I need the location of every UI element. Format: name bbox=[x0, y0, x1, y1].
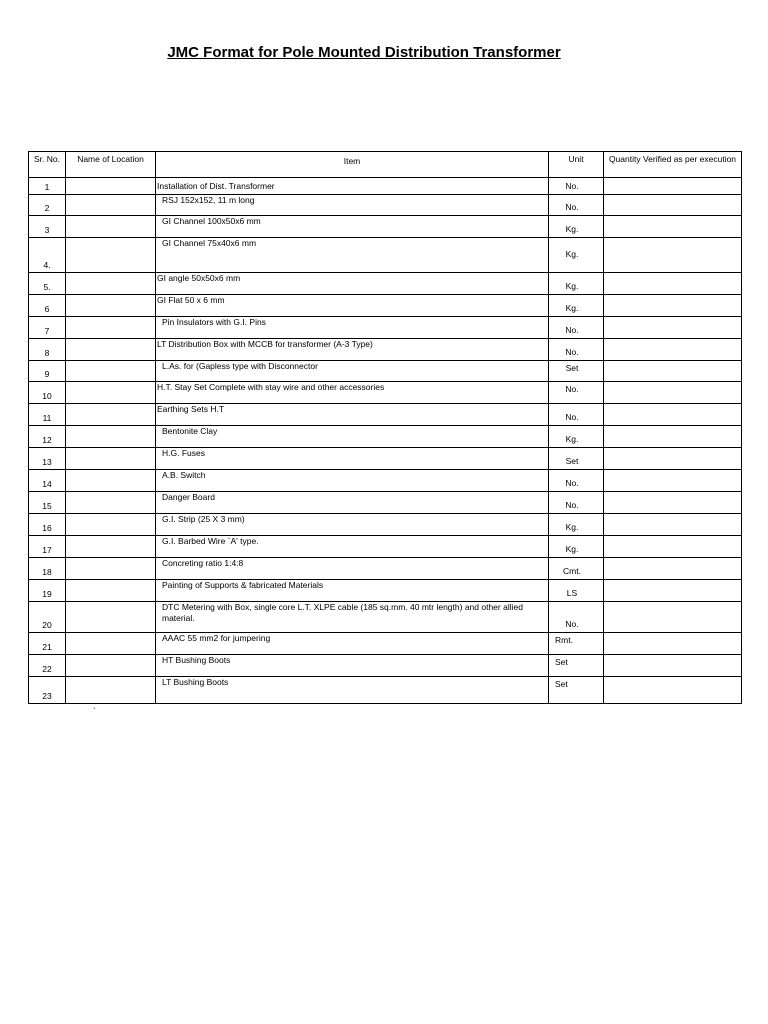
header-location: Name of Location bbox=[66, 152, 156, 178]
cell-quantity bbox=[604, 426, 742, 448]
table-row bbox=[29, 580, 742, 602]
cell-unit: Kg. bbox=[549, 238, 604, 273]
cell-location bbox=[66, 514, 156, 536]
cell-unit: Kg. bbox=[549, 216, 604, 238]
table-row bbox=[29, 536, 742, 558]
cell-location bbox=[66, 492, 156, 514]
cell-item: Bentonite Clay bbox=[156, 426, 549, 448]
table-row bbox=[29, 514, 742, 536]
cell-unit: Kg. bbox=[549, 426, 604, 448]
table-row bbox=[29, 317, 742, 339]
cell-item: Earthing Sets H.T bbox=[156, 404, 549, 426]
cell-location bbox=[66, 339, 156, 361]
cell-location bbox=[66, 470, 156, 492]
cell-sr-no: 13 bbox=[29, 448, 66, 470]
cell-location bbox=[66, 216, 156, 238]
cell-quantity bbox=[604, 536, 742, 558]
table-row bbox=[29, 216, 742, 238]
cell-location bbox=[66, 633, 156, 655]
cell-unit: Kg. bbox=[549, 295, 604, 317]
cell-location bbox=[66, 677, 156, 704]
cell-item: DTC Metering with Box, single core L.T. XLPE cable (185 sq.mm. 40 mtr length) and other allied material. bbox=[156, 602, 549, 633]
cell-location bbox=[66, 580, 156, 602]
jmc-table bbox=[28, 151, 742, 704]
table-row bbox=[29, 426, 742, 448]
cell-sr-no: 5. bbox=[29, 273, 66, 295]
cell-item: G.I. Strip (25 X 3 mm) bbox=[156, 514, 549, 536]
cell-quantity bbox=[604, 558, 742, 580]
cell-quantity bbox=[604, 238, 742, 273]
cell-quantity bbox=[604, 195, 742, 216]
cell-sr-no: 7 bbox=[29, 317, 66, 339]
cell-sr-no: 6 bbox=[29, 295, 66, 317]
cell-sr-no: 14 bbox=[29, 470, 66, 492]
cell-location bbox=[66, 195, 156, 216]
cell-unit: Kg. bbox=[549, 273, 604, 295]
cell-quantity bbox=[604, 404, 742, 426]
cell-unit: LS bbox=[549, 580, 604, 602]
cell-location bbox=[66, 361, 156, 382]
table-row bbox=[29, 195, 742, 216]
table-row bbox=[29, 178, 742, 195]
table-row bbox=[29, 602, 742, 633]
cell-location bbox=[66, 238, 156, 273]
cell-location bbox=[66, 382, 156, 404]
cell-quantity bbox=[604, 470, 742, 492]
cell-sr-no: 23 bbox=[29, 677, 66, 704]
cell-quantity bbox=[604, 448, 742, 470]
cell-item: LT Bushing Boots bbox=[156, 677, 549, 704]
cell-unit: No. bbox=[549, 492, 604, 514]
header-sr-no: Sr. No. bbox=[29, 152, 66, 178]
cell-location bbox=[66, 178, 156, 195]
table-row bbox=[29, 448, 742, 470]
cell-item: H.G. Fuses bbox=[156, 448, 549, 470]
table-row bbox=[29, 382, 742, 404]
cell-sr-no: 1 bbox=[29, 178, 66, 195]
cell-item: Painting of Supports & fabricated Materials bbox=[156, 580, 549, 602]
cell-sr-no: 16 bbox=[29, 514, 66, 536]
cell-sr-no: 4. bbox=[29, 238, 66, 273]
cell-sr-no: 22 bbox=[29, 655, 66, 677]
table-row bbox=[29, 238, 742, 273]
cell-location bbox=[66, 602, 156, 633]
cell-sr-no: 15 bbox=[29, 492, 66, 514]
cell-item: Danger Board bbox=[156, 492, 549, 514]
cell-unit: No. bbox=[549, 195, 604, 216]
cell-quantity bbox=[604, 580, 742, 602]
cell-unit: No. bbox=[549, 470, 604, 492]
cell-unit: Set bbox=[549, 655, 604, 677]
header-unit: Unit bbox=[549, 152, 604, 178]
cell-quantity bbox=[604, 633, 742, 655]
table-row bbox=[29, 677, 742, 704]
cell-unit: No. bbox=[549, 178, 604, 195]
table-row bbox=[29, 633, 742, 655]
cell-unit: Set bbox=[549, 361, 604, 382]
table-row bbox=[29, 655, 742, 677]
cell-quantity bbox=[604, 339, 742, 361]
cell-sr-no: 18 bbox=[29, 558, 66, 580]
cell-item: Installation of Dist. Transformer bbox=[156, 178, 549, 195]
cell-location bbox=[66, 655, 156, 677]
cell-unit: No. bbox=[549, 339, 604, 361]
cell-sr-no: 17 bbox=[29, 536, 66, 558]
cell-quantity bbox=[604, 492, 742, 514]
cell-sr-no: 2 bbox=[29, 195, 66, 216]
cell-unit: Rmt. bbox=[549, 633, 604, 655]
cell-item: A.B. Switch bbox=[156, 470, 549, 492]
cell-sr-no: 21 bbox=[29, 633, 66, 655]
cell-item: GI Channel 75x40x6 mm bbox=[156, 238, 549, 273]
table-row bbox=[29, 273, 742, 295]
cell-quantity bbox=[604, 216, 742, 238]
cell-quantity bbox=[604, 361, 742, 382]
cell-location bbox=[66, 426, 156, 448]
cell-unit: Set bbox=[549, 677, 604, 704]
table-row bbox=[29, 339, 742, 361]
cell-unit: No. bbox=[549, 404, 604, 426]
cell-location bbox=[66, 295, 156, 317]
cell-location bbox=[66, 558, 156, 580]
cell-location bbox=[66, 536, 156, 558]
cell-unit: No. bbox=[549, 317, 604, 339]
cell-quantity bbox=[604, 273, 742, 295]
header-quantity: Quantity Verified as per execution bbox=[604, 152, 742, 178]
cell-item: Concreting ratio 1:4:8 bbox=[156, 558, 549, 580]
header-item: Item bbox=[156, 152, 549, 178]
cell-item: GI Flat 50 x 6 mm bbox=[156, 295, 549, 317]
cell-sr-no: 9 bbox=[29, 361, 66, 382]
cell-quantity bbox=[604, 655, 742, 677]
cell-sr-no: 19 bbox=[29, 580, 66, 602]
cell-quantity bbox=[604, 178, 742, 195]
stray-mark: ` bbox=[93, 707, 96, 716]
cell-quantity bbox=[604, 602, 742, 633]
table-row bbox=[29, 558, 742, 580]
cell-sr-no: 3 bbox=[29, 216, 66, 238]
cell-unit: Cmt. bbox=[549, 558, 604, 580]
cell-quantity bbox=[604, 317, 742, 339]
cell-item: L.As. for (Gapless type with Disconnector bbox=[156, 361, 549, 382]
cell-unit: Set bbox=[549, 448, 604, 470]
header-row bbox=[29, 152, 742, 178]
cell-quantity bbox=[604, 677, 742, 704]
cell-item: LT Distribution Box with MCCB for transformer (A-3 Type) bbox=[156, 339, 549, 361]
cell-location bbox=[66, 448, 156, 470]
cell-sr-no: 11 bbox=[29, 404, 66, 426]
cell-item: GI angle 50x50x6 mm bbox=[156, 273, 549, 295]
cell-item: H.T. Stay Set Complete with stay wire and other accessories bbox=[156, 382, 549, 404]
cell-sr-no: 12 bbox=[29, 426, 66, 448]
cell-quantity bbox=[604, 295, 742, 317]
cell-location bbox=[66, 317, 156, 339]
cell-item: HT Bushing Boots bbox=[156, 655, 549, 677]
document-title: JMC Format for Pole Mounted Distribution Transformer bbox=[167, 44, 561, 61]
table-row bbox=[29, 492, 742, 514]
cell-quantity bbox=[604, 514, 742, 536]
cell-location bbox=[66, 273, 156, 295]
cell-item: G.I. Barbed Wire `A' type. bbox=[156, 536, 549, 558]
cell-item: AAAC 55 mm2 for jumpering bbox=[156, 633, 549, 655]
cell-item: GI Channel 100x50x6 mm bbox=[156, 216, 549, 238]
cell-sr-no: 20 bbox=[29, 602, 66, 633]
table-body bbox=[29, 178, 742, 704]
cell-location bbox=[66, 404, 156, 426]
cell-item: RSJ 152x152, 11 m long bbox=[156, 195, 549, 216]
table-row bbox=[29, 295, 742, 317]
cell-unit: No. bbox=[549, 382, 604, 404]
cell-quantity bbox=[604, 382, 742, 404]
table-row bbox=[29, 470, 742, 492]
cell-unit: No. bbox=[549, 602, 604, 633]
table-row bbox=[29, 404, 742, 426]
cell-item: Pin Insulators with G.I. Pins bbox=[156, 317, 549, 339]
cell-unit: Kg. bbox=[549, 514, 604, 536]
cell-sr-no: 8 bbox=[29, 339, 66, 361]
table-row bbox=[29, 361, 742, 382]
cell-sr-no: 10 bbox=[29, 382, 66, 404]
cell-unit: Kg. bbox=[549, 536, 604, 558]
